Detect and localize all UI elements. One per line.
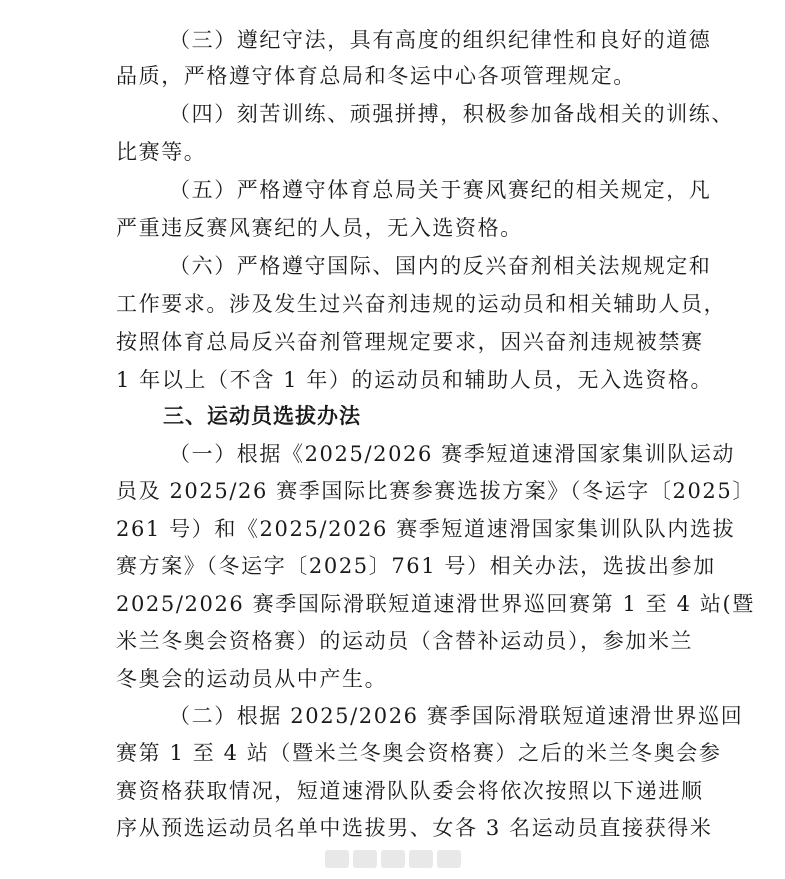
- section-item-1-line-6: 米兰冬奥会资格赛）的运动员（含替补运动员），参加米兰: [116, 629, 694, 653]
- section-item-2-line-3: 赛资格获取情况，短道速滑队队委会将依次按照以下递进顺: [116, 779, 704, 803]
- paragraph-5-line-2: 严重违反赛风赛纪的人员，无入选资格。: [116, 216, 523, 240]
- watermark-block: [437, 850, 461, 868]
- watermark-block: [381, 850, 405, 868]
- watermark-block: [409, 850, 433, 868]
- section-heading: 三、运动员选拔办法: [163, 404, 361, 428]
- paragraph-3-line-2: 品质，严格遵守体育总局和冬运中心各项管理规定。: [116, 64, 636, 88]
- section-item-1-line-5: 2025/2026 赛季国际滑联短道速滑世界巡回赛第 1 至 4 站(暨: [116, 592, 755, 616]
- paragraph-3-line-1: （三）遵纪守法，具有高度的组织纪律性和良好的道德: [169, 28, 712, 52]
- paragraph-6-line-3: 按照体育总局反兴奋剂管理规定要求，因兴奋剂违规被禁赛: [116, 330, 704, 354]
- section-item-1-line-1: （一）根据《2025/2026 赛季短道速滑国家集训队运动: [169, 442, 736, 466]
- paragraph-4-line-2: 比赛等。: [116, 140, 207, 164]
- section-item-1-line-7: 冬奥会的运动员从中产生。: [116, 667, 388, 691]
- section-item-1-line-3: 261 号）和《2025/2026 赛季短道速滑国家集训队队内选拔: [116, 517, 736, 541]
- section-item-2-line-1: （二）根据 2025/2026 赛季国际滑联短道速滑世界巡回: [169, 704, 744, 728]
- section-item-1-line-2: 员及 2025/26 赛季国际比赛参赛选拔方案》（冬运字〔2025〕: [116, 479, 755, 503]
- paragraph-6-line-1: （六）严格遵守国际、国内的反兴奋剂相关法规规定和: [169, 254, 712, 278]
- section-item-1-line-4: 赛方案》（冬运字〔2025〕761 号）相关办法，选拔出参加: [116, 554, 716, 578]
- section-item-2-line-4: 序从预选运动员名单中选拔男、女各 3 名运动员直接获得米: [116, 816, 713, 840]
- watermark: [325, 848, 461, 870]
- paragraph-4-line-1: （四）刻苦训练、顽强拼搏，积极参加备战相关的训练、: [169, 102, 734, 126]
- section-item-2-line-2: 赛第 1 至 4 站（暨米兰冬奥会资格赛）之后的米兰冬奥会参: [116, 741, 722, 765]
- paragraph-5-line-1: （五）严格遵守体育总局关于赛风赛纪的相关规定，凡: [169, 178, 712, 202]
- paragraph-6-line-2: 工作要求。涉及发生过兴奋剂违规的运动员和相关辅助人员，: [116, 292, 727, 316]
- watermark-block: [353, 850, 377, 868]
- watermark-block: [325, 850, 349, 868]
- paragraph-6-line-4: 1 年以上（不含 1 年）的运动员和辅助人员，无入选资格。: [116, 368, 714, 392]
